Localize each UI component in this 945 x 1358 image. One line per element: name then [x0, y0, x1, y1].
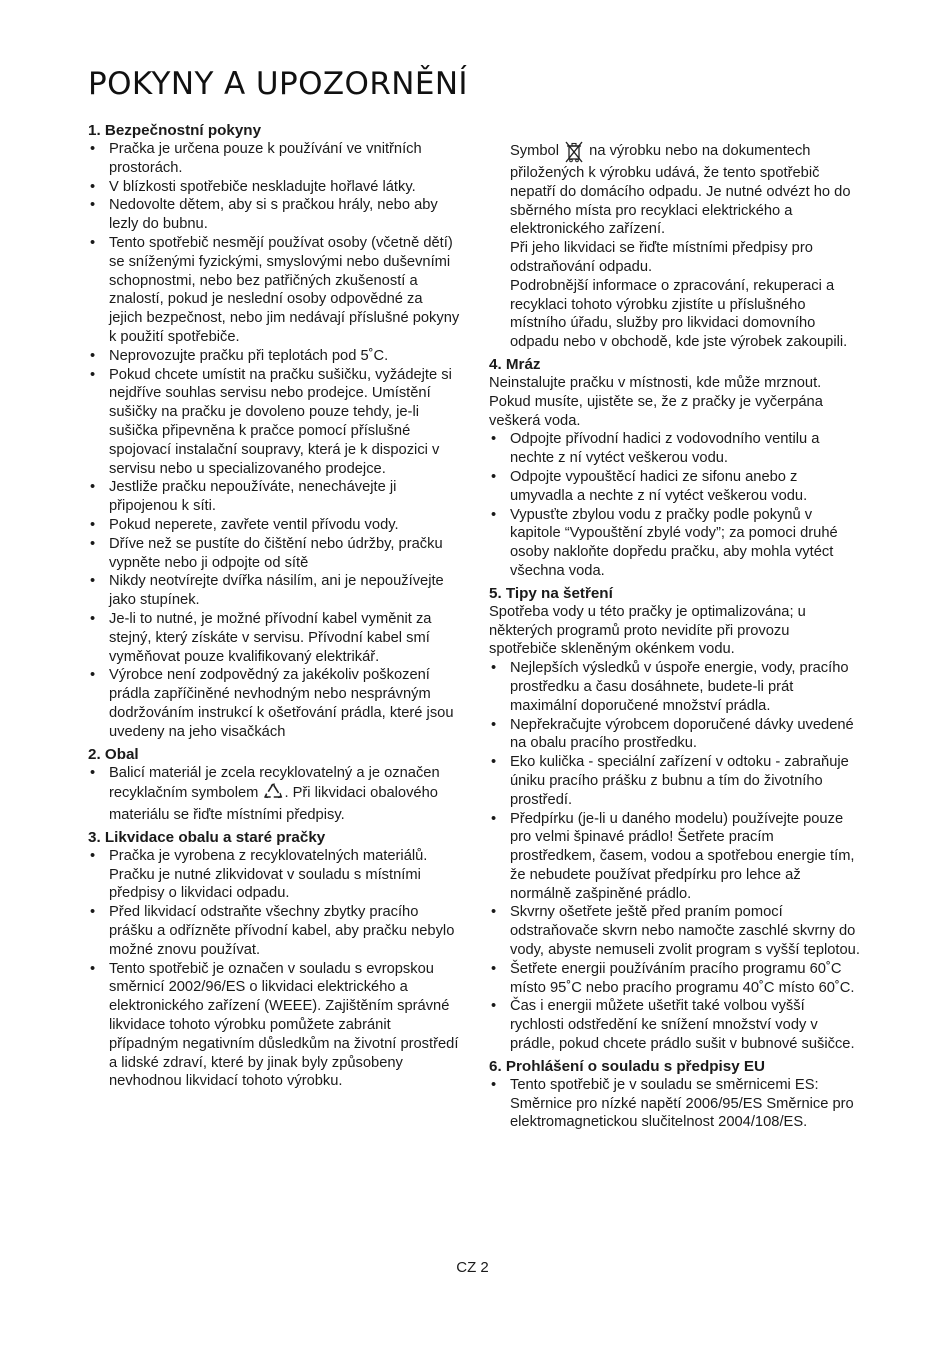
- list-item: • Vypusťte zbylou vodu z pračky podle pokynů v kapitole “Vypouštění zbylé vody”; za pomoci druhé osoby nakloňte dopředu pračku, aby mohla vytéct všechna voda.: [489, 506, 861, 581]
- page-number: CZ 2: [456, 1259, 489, 1276]
- list-item: • Výrobce není zodpovědný za jakékoliv poškození prádla zapříčiněné nevhodným nebo nesprávným dodržováním instrukcí k ošetřování prádla, které jsou uvedeny na jeho visačkách: [88, 666, 460, 741]
- section-1-list: [88, 140, 460, 742]
- list-item: • Skvrny ošetřete ještě před praním pomocí odstraňovače skvrn nebo namočte zaschlé skvrny do vody, abyste nemuseli zvolit program s vyšší teplotou.: [489, 903, 861, 959]
- section-2-text-after: . Při likvidaci obalového materiálu se řiďte místními předpisy.: [109, 785, 438, 824]
- list-item: • Pračka je vyrobena z recyklovatelných materiálů. Pračku je nutné zlikvidovat v souladu s místními předpisy o likvidaci odpadu.: [88, 847, 460, 903]
- weee-paragraph-3: Podrobnější informace o zpracování, rekuperaci a recyklaci tohoto výrobku zjistíte u příslušného místního úřadu, služby pro likvidaci domovního odpadu nebo v obchodě, kde jste výrobek zakoupili.: [510, 277, 848, 351]
- section-2-list: [88, 764, 460, 825]
- section-4-heading: 4. Mráz: [489, 355, 541, 373]
- list-item: • Tento spotřebič nesmějí používat osoby (včetně dětí) se sníženými fyzickými, smyslovými nebo duševními schopnostmi, nebo bez patřičných zkušeností a znalostí, pokud je neslední osoby odpovědné za jejich bezpečnost, nebo jim nedávají příslušné pokyny k použití spotřebiče.: [88, 234, 460, 347]
- section-5-intro: Spotřeba vody u této pračky je optimalizována; u některých programů proto nevidíte při provozu spotřebiče skleněným okénkem vodu.: [489, 603, 806, 658]
- list-item: • Nedovolte dětem, aby si s pračkou hrály, nebo aby lezly do bubnu.: [88, 196, 460, 234]
- list-item: • Nejlepších výsledků v úspoře energie, vody, pracího prostředku a času dosáhnete, budete-li prát maximální doporučené množství prádla.: [489, 659, 861, 715]
- list-item: • Neprovozujte pračku při teplotách pod 5˚C.: [88, 347, 460, 366]
- list-item: • Pokud neperete, zavřete ventil přívodu vody.: [88, 516, 460, 535]
- list-item: • Jestliže pračku nepoužíváte, nenechávejte ji připojenou k síti.: [88, 478, 460, 516]
- left-column: [88, 121, 460, 1091]
- list-item: • Tento spotřebič je v souladu se směrnicemi ES: Směrnice pro nízké napětí 2006/95/ES Směrnice pro elektromagnetickou slučitelnost 2004/108/ES.: [489, 1076, 861, 1132]
- list-item: • Čas i energii můžete ušetřit také volbou vyšší rychlosti odstředění ke snížení množství vody v prádle, pokud chcete prádlo sušit v bubnové sušičce.: [489, 997, 861, 1053]
- recycle-icon: [262, 782, 284, 806]
- section-3-list: [88, 847, 460, 1091]
- section-4-intro: Neinstalujte pračku v místnosti, kde může mrznout. Pokud musíte, ujistěte se, že z pračky je vyčerpána veškerá voda.: [489, 374, 823, 429]
- section-2-text-before: Balicí materiál je zcela recyklovatelný a je označen recyklačním symbolem: [109, 764, 440, 802]
- section-4-list: [489, 430, 861, 580]
- list-item: • Nikdy neotvírejte dvířka násilím, ani je nepoužívejte jako stupínek.: [88, 572, 460, 610]
- list-item: • Eko kulička - speciální zařízení v odtoku - zabraňuje úniku pracího prášku z bubnu a tím do životního prostředí.: [489, 753, 861, 809]
- section-3-heading: 3. Likvidace obalu a staré pračky: [88, 828, 326, 846]
- page-title: POKYNY A UPOZORNĚNÍ: [88, 66, 468, 102]
- list-item: • Odpojte přívodní hadici z vodovodního ventilu a nechte z ní vytéct veškerou vodu.: [489, 430, 861, 468]
- section-6-heading: 6. Prohlášení o souladu s předpisy EU: [489, 1057, 765, 1075]
- weee-paragraph: [489, 140, 861, 239]
- list-item: • Předpírku (je-li u daného modelu) používejte pouze pro velmi špinavé prádlo! Šetřete pracím prostředkem, časem, vodou a spotřebou energie tím, že nebudete používat předpírku pro lehce až normálně zašpiněné prádlo.: [489, 810, 861, 904]
- list-item: [88, 764, 460, 825]
- list-item: • Tento spotřebič je označen v souladu s evropskou směrnicí 2002/96/ES o likvidaci elektrického a elektronického zařízení (WEEE). Zajištěním správné likvidace tohoto výrobku pomůžete zabránit případným negativním důsledkům na životní prostředí a lidské zdraví, které by jinak byly způsobeny nevhodnou likvidací tohoto výrobku.: [88, 960, 460, 1092]
- list-item: • Je-li to nutné, je možné přívodní kabel vyměnit za stejný, který získáte v servisu. Přívodní kabel smí vyměňovat pouze kvalifikovaný elektrikář.: [88, 610, 460, 666]
- list-item: • V blízkosti spotřebiče neskladujte hořlavé látky.: [88, 178, 460, 197]
- list-item: • Pokud chcete umístit na pračku sušičku, vyžádejte si nejdříve souhlas servisu nebo prodejce. Umístění sušičky na pračku je dovoleno pouze tehdy, je-li sušička připevněna k pračce pomocí příslušné spojovací instalační soupravy, která je k dispozici v servisu nebo u specializovaného prodejce.: [88, 366, 460, 479]
- weee-paragraph-2: Při jeho likvidaci se řiďte místními předpisy pro odstraňování odpadu.: [510, 240, 813, 275]
- weee-text-before: Symbol: [510, 143, 559, 159]
- crossed-bin-icon: [563, 140, 585, 164]
- weee-text-after: na výrobku nebo na dokumentech přiložených k výrobku udává, že tento spotřebič nepatří do domácího odpadu. Je nutné odvézt ho do sběrného místa pro recyklaci elektrického a elektronického zařízení.: [510, 143, 851, 238]
- right-column: [489, 140, 861, 1132]
- section-5-heading: 5. Tipy na šetření: [489, 584, 613, 602]
- list-item: • Nepřekračujte výrobcem doporučené dávky uvedené na obalu pracího prostředku.: [489, 716, 861, 754]
- section-6-list: [489, 1076, 861, 1132]
- section-2-heading: 2. Obal: [88, 745, 139, 763]
- section-1-heading: 1. Bezpečnostní pokyny: [88, 122, 262, 139]
- list-item: • Šetřete energii používáním pracího programu 60˚C místo 95˚C nebo pracího programu 40˚C místo 60˚C.: [489, 960, 861, 998]
- list-item: • Před likvidací odstraňte všechny zbytky pracího prášku a odřízněte přívodní kabel, aby pračku nebylo možné znovu používat.: [88, 903, 460, 959]
- list-item: • Pračka je určena pouze k používání ve vnitřních prostorách.: [88, 140, 460, 178]
- list-item: • Odpojte vypouštěcí hadici ze sifonu anebo z umyvadla a nechte z ní vytéct veškerou vodu.: [489, 468, 861, 506]
- list-item: • Dříve než se pustíte do čištění nebo údržby, pračku vypněte nebo ji odpojte od sítě: [88, 535, 460, 573]
- section-5-list: [489, 659, 861, 1054]
